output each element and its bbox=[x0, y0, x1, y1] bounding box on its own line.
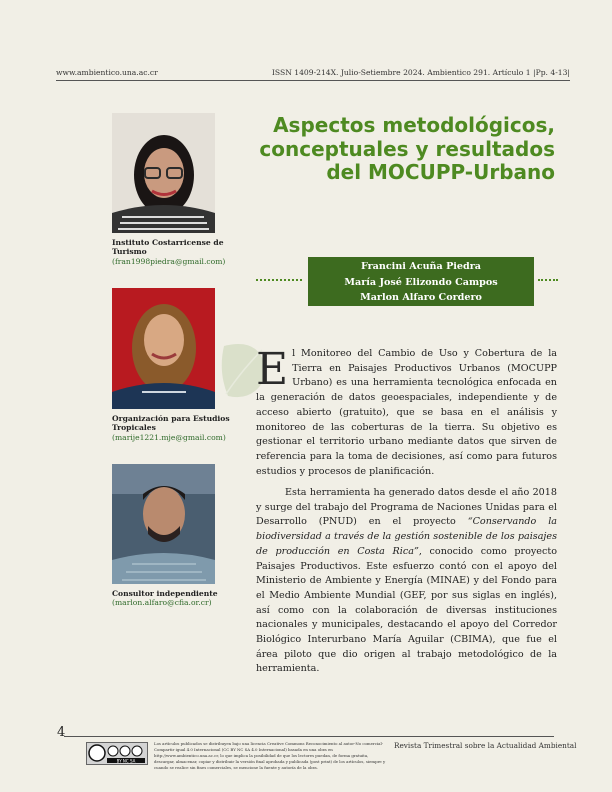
affiliation-email[interactable]: (marlon.alfaro@cfia.or.cr) bbox=[112, 598, 212, 608]
drop-cap: E bbox=[256, 344, 289, 395]
paragraph-1 bbox=[256, 344, 557, 479]
title-line-1: Aspectos metodológicos, bbox=[273, 113, 555, 137]
project-name-italic: “Conservando la biodiversidad a través de la gestión sostenible de los paisajes de producción en Costa Rica” bbox=[256, 516, 557, 557]
affiliation-org: Instituto Costarricense de Turismo bbox=[112, 238, 224, 257]
affiliation-email[interactable]: (marije1221.mje@gmail.com) bbox=[112, 432, 226, 442]
paragraph-2 bbox=[256, 486, 557, 677]
journal-name: Revista Trimestral sobre la Actualidad Ambiental bbox=[394, 741, 577, 750]
footer-rule bbox=[64, 736, 554, 737]
header-rule bbox=[56, 80, 570, 81]
affiliation-1 bbox=[112, 238, 242, 266]
affiliation-2 bbox=[112, 414, 242, 442]
dotted-rule-left bbox=[256, 279, 302, 281]
author-name: María José Elizondo Campos bbox=[344, 276, 498, 288]
author-photo-3 bbox=[112, 464, 215, 584]
author-name: Francini Acuña Piedra bbox=[360, 261, 482, 272]
license-text: Los artículos publicados se distribuyen bajo una licencia Creative Commons Reconocimiento al autor-No comercial-Compartir igual 4.0 Internacional (CC BY NC SA 4.0 Internacional) basada en una obra en http://www.ambientico.una.ac.cr, lo que implica la posibilidad de que los lectores puedan, de forma gratuita, descargar, almacenar, copiar y distribuir la versión final aprobada y publicada (post print) de los artículos, siempre y cuando se realice sin fines comerciales, se mencione la fuente y autoría de la obra. bbox=[154, 741, 386, 770]
paragraph-2-text-b: , conocido como proyecto Paisajes Productivos. Este esfuerzo contó con el apoyo del Ministerio de Ambiente y Energía (MINAE) y del Fondo para el Medio Ambiente Mundial (GEF, por sus siglas en inglés), así como con la colaboración de diversas instituciones nacionales y municipales, destacando el apoyo del Corredor Biológico Interurbano María Aguilar (CBIMA), que fue el área piloto que dio origen al trabajo metodológico de la herramienta. bbox=[256, 545, 557, 675]
issn-citation: ISSN 1409-214X. Julio-Setiembre 2024. Ambientico 291. Artículo 1 |Pp. 4-13| bbox=[271, 68, 570, 77]
page-number: 4 bbox=[57, 725, 66, 740]
site-url: www.ambientico.una.ac.cr bbox=[56, 68, 158, 77]
affiliation-org: Organización para Estudios Tropicales bbox=[112, 414, 230, 433]
article-title bbox=[255, 114, 555, 185]
cc-license-badge[interactable] bbox=[86, 742, 148, 765]
paragraph-1-text: l Monitoreo del Cambio de Uso y Cobertura de la Tierra en Paisajes Productivos Urbanos (MOCUPP Urbano) es una herramienta tecnológica enfocada en la generación de datos geoespaciales, independiente y de acceso abierto (gratuito), que se basa en el análisis y monitoreo de las coberturas de la tierra. Su objetivo es gestionar el territorio urbano mediante datos que sirven de referencia para la toma de decisiones, así como para futuros estudios y procesos de planificación. bbox=[256, 348, 557, 477]
author-photo-1 bbox=[112, 113, 215, 233]
dotted-rule-right bbox=[538, 279, 558, 281]
title-line-2: conceptuales y resultados bbox=[259, 136, 555, 161]
paragraph-2-text-a: Esta herramienta ha generado datos desde el año 2018 y surge del trabajo del Programa de Naciones Unidas para el Desarrollo (PNUD) en el proyecto bbox=[256, 487, 557, 528]
title-line-3: del MOCUPP-Urbano bbox=[326, 160, 555, 184]
cc-badge-text: BY NC SA bbox=[116, 758, 136, 764]
affiliation-org: Consultor independiente bbox=[112, 589, 218, 598]
authors-box bbox=[308, 257, 534, 306]
affiliation-email[interactable]: (fran1998piedra@gmail.com) bbox=[112, 256, 226, 266]
affiliation-3 bbox=[112, 589, 242, 608]
author-photo-2 bbox=[112, 288, 215, 409]
author-name: Marlon Alfaro Cordero bbox=[360, 292, 482, 303]
